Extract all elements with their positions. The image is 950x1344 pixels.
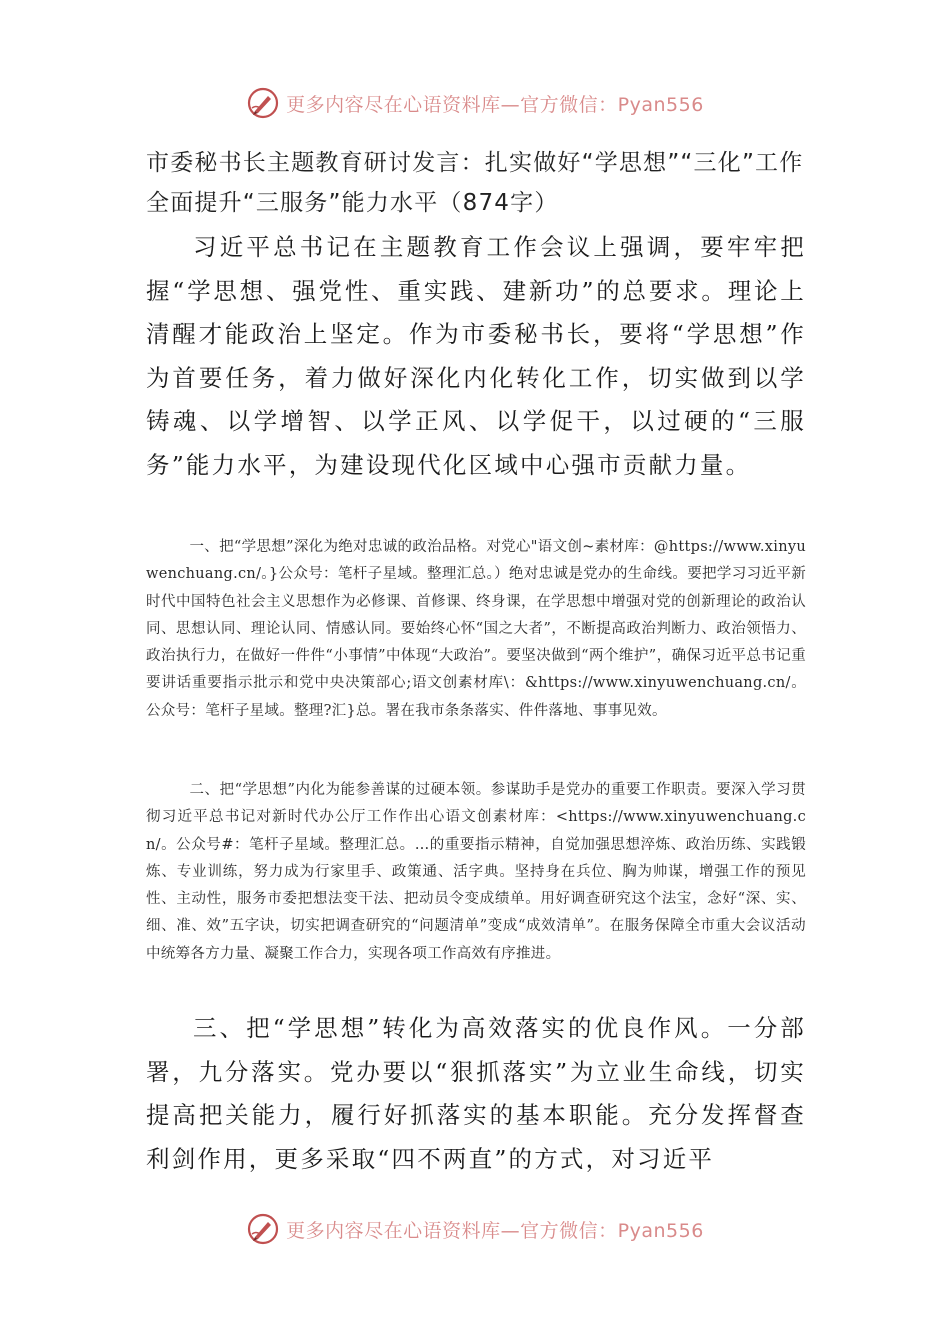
header-banner-text: 更多内容尽在心语资料库—官方微信：Pyan556 bbox=[286, 93, 704, 116]
intro-paragraph: 习近平总书记在主题教育工作会议上强调，要牢牢把握“学思想、强党性、重实践、建新功”的总要求。理论上清醒才能政治上坚定。作为市委秘书长，要将“学思想”作为首要任务，着力做好深化内化转化工作，切实做到以学铸魂、以学增智、以学正风、以学促干，以过硬的“三服务”能力水平，为建设现代化区域中心强市贡献力量。 bbox=[146, 233, 806, 479]
footer-banner bbox=[0, 1204, 950, 1254]
document-title: 市委秘书长主题教育研讨发言：扎实做好“学思想”“三化”工作全面提升“三服务”能力水平（874字） bbox=[146, 150, 804, 216]
section-three-clip bbox=[0, 1007, 950, 1187]
footer-banner-text: 更多内容尽在心语资料库—官方微信：Pyan556 bbox=[286, 1219, 704, 1242]
pen-logo-icon bbox=[246, 1212, 280, 1246]
section-one-paragraph: 一、把“学思想”深化为绝对忠诚的政治品格。对党心"语文创~素材库：@https://www.xinyuwenchuang.cn/。}公众号：笔杆子星域。整理汇总。）绝对忠诚是党办的生命线。要把学习习近平新时代中国特色社会主义思想作为必修课、首修课、终身课，在学思想中增强对党的创新理论的政治认同、思想认同、理论认同、情感认同。要始终心怀“国之大者”，不断提高政治判断力、政治领悟力、政治执行力，在做好一件件“小事情”中体现“大政治”。要坚决做到“两个维护”，确保习近平总书记重要讲话重要指示批示和党中央决策部心;语文创素材库\：&https://www.xinyuwenchuang.cn/。公众号：笔杆子星域。整理?汇}总。署在我市条条落实、件件落地、事事见效。 bbox=[146, 539, 806, 719]
pen-logo-icon bbox=[246, 86, 280, 120]
header-banner bbox=[0, 78, 950, 128]
section-three-paragraph: 三、把“学思想”转化为高效落实的优良作风。一分部署，九分落实。党办要以“狠抓落实”为立业生命线，切实提高把关能力，履行好抓落实的基本职能。充分发挥督查利剑作用，更多采取“四不两直”的方式，对习近平 bbox=[146, 1014, 806, 1173]
section-two-paragraph: 二、把“学思想”内化为能参善谋的过硬本领。参谋助手是党办的重要工作职责。要深入学习贯彻习近平总书记对新时代办公厅工作作出心语文创素材库：<https://www.xinyuwenchuang.cn/。公众号#：笔杆子星域。整理汇总。…的重要指示精神，自觉加强思想淬炼、政治历练、实践锻炼、专业训练，努力成为行家里手、政策通、活字典。坚持身在兵位、胸为帅谋，增强工作的预见性、主动性，服务市委把想法变干法、把动员令变成绩单。用好调查研究这个法宝，念好“深、实、细、准、效”五字诀，切实把调查研究的“问题清单”变成“成效清单”。在服务保障全市重大会议活动中统筹各方力量、凝聚工作合力，实现各项工作高效有序推进。 bbox=[146, 782, 806, 962]
